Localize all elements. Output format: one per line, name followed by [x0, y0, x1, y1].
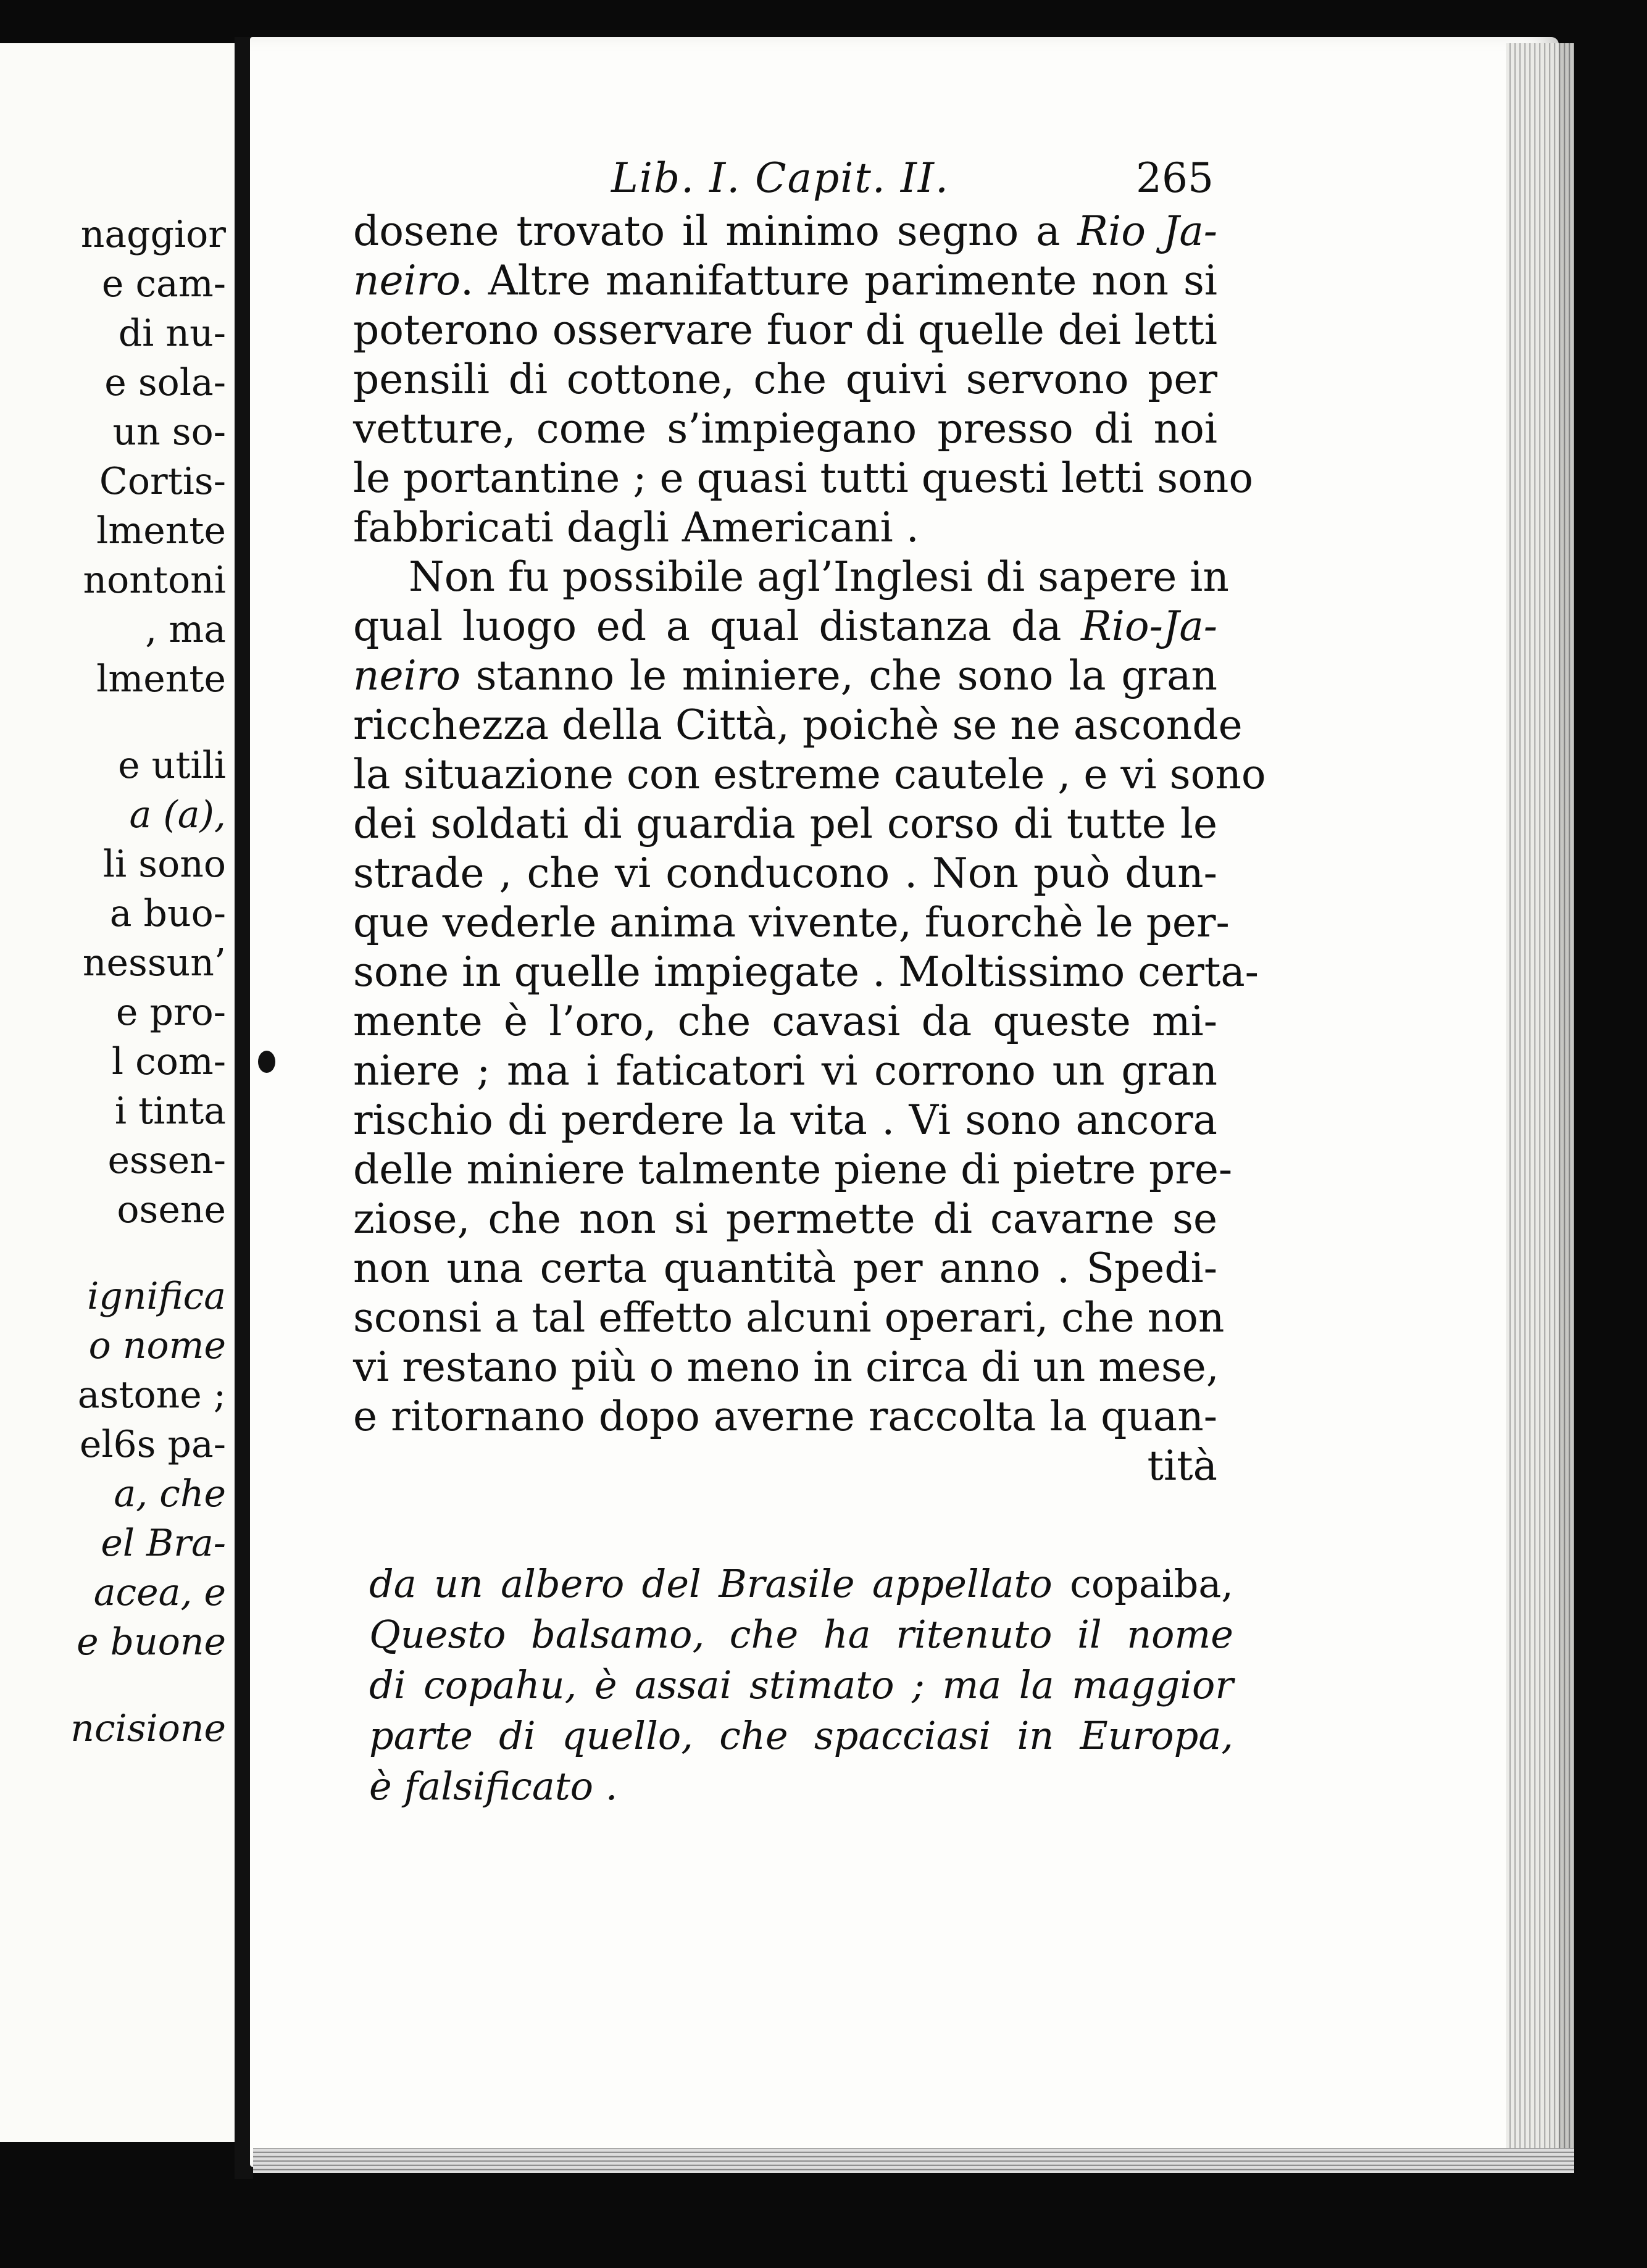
text-run: rischio di perdere la vita . Vi sono ancora [353, 1096, 1217, 1144]
text-run: Rio-Ja- [1081, 602, 1217, 650]
left-page-fragment: di nu- [118, 312, 226, 355]
text-run: qual luogo ed a qual distanza da [353, 602, 1082, 650]
text-line [353, 207, 1217, 256]
left-page-fragment: ignifica [87, 1275, 226, 1318]
footnote-line [369, 1711, 1233, 1761]
text-run: sconsi a tal effetto alcuni operari, che non [353, 1294, 1225, 1341]
left-page-fragment: lmente [96, 509, 226, 552]
footnote-line [369, 1761, 1233, 1812]
left-page-fragment: a (a), [129, 793, 226, 836]
footnote-line [369, 1660, 1233, 1711]
page-number: 265 [1136, 154, 1214, 202]
text-run: ziose, che non si permette di cavarne se [353, 1195, 1217, 1243]
left-page-fragment: a buo- [109, 892, 226, 935]
text-line [353, 1343, 1217, 1392]
left-page [0, 43, 238, 2142]
left-page-fragment: o nome [88, 1324, 226, 1367]
left-page-fragment: l com- [111, 1040, 226, 1083]
text-line [353, 849, 1217, 898]
text-run: vi restano più o meno in circa di un mese, [353, 1343, 1219, 1391]
text-line [353, 1392, 1217, 1441]
text-line [353, 256, 1217, 306]
footnote [369, 1559, 1233, 1812]
text-line [353, 503, 1217, 552]
text-run: pensili di cottone, che quivi servono per [353, 356, 1217, 403]
text-run: da un albero del Brasile appellato [369, 1561, 1070, 1606]
left-page-fragment: , ma [145, 608, 226, 651]
text-run: fabbricati dagli Americani . [353, 504, 919, 551]
text-line [353, 701, 1243, 750]
left-page-fragment: ncisione [70, 1707, 226, 1750]
text-line [353, 750, 1266, 799]
left-page-fragment: e cam- [101, 262, 226, 306]
text-run: neiro [353, 652, 461, 699]
left-page-fragment: el6s pa- [79, 1423, 226, 1466]
text-run: . Altre manifatture parimente non si [460, 257, 1217, 304]
bottom-page-edges [253, 2148, 1574, 2173]
text-line [353, 552, 1229, 602]
text-run: dei soldati di guardia pel corso di tutte le [353, 800, 1217, 848]
left-page-fragment: e pro- [115, 991, 226, 1034]
text-run: strade , che vi conducono . Non può dun- [353, 849, 1217, 897]
text-run: que vederle anima vivente, fuorchè le per- [353, 899, 1230, 946]
page-edges [1506, 43, 1574, 2161]
left-page-fragment: nessun’ [82, 941, 226, 985]
text-line [353, 1293, 1225, 1343]
left-page-fragment: li sono [102, 843, 226, 886]
left-page-fragment: e buone [77, 1620, 226, 1664]
text-run: parte di quello, che spacciasi in Europa, [369, 1713, 1233, 1758]
left-page-fragment: naggior [80, 213, 226, 256]
text-line [353, 651, 1217, 701]
text-line [353, 404, 1217, 454]
text-line [353, 355, 1217, 404]
text-run: vetture, come s’impiegano presso di noi [353, 405, 1217, 452]
text-run: sone in quelle impiegate . Moltissimo certa- [353, 948, 1259, 996]
text-run: ricchezza della Città, poichè se ne asconde [353, 701, 1243, 749]
text-run: stanno le miniere, che sono la gran [460, 652, 1217, 699]
text-line [353, 1096, 1217, 1145]
left-page-fragment: a, che [114, 1472, 226, 1515]
text-line [353, 306, 1217, 355]
text-line [353, 799, 1217, 849]
left-page-fragment: un so- [112, 411, 226, 454]
text-run: Non fu possibile agl’Inglesi di sapere in [409, 553, 1229, 601]
text-run: delle miniere talmente piene di pietre pre- [353, 1146, 1233, 1193]
left-page-fragment: nontoni [83, 559, 226, 602]
text-line [353, 602, 1217, 651]
text-run: non una certa quantità per anno . Spedi- [353, 1244, 1217, 1292]
text-line [353, 1244, 1217, 1293]
text-line [353, 1194, 1217, 1244]
text-run: di copahu, è assai stimato ; ma la maggior [369, 1662, 1233, 1707]
left-page-fragment: acea, e [93, 1571, 226, 1614]
running-head: Lib. I. Capit. II. [611, 154, 949, 202]
left-page-fragment: e utili [118, 744, 226, 787]
left-page-fragment: lmente [96, 657, 226, 701]
text-run: poterono osservare fuor di quelle dei letti [353, 306, 1217, 354]
text-run: copaiba, [1070, 1561, 1233, 1606]
left-page-fragment: osene [117, 1188, 226, 1232]
footnote-line [369, 1559, 1233, 1609]
text-line [353, 1145, 1233, 1194]
binding-hole [258, 1051, 275, 1073]
text-run: dosene trovato il minimo segno a [353, 207, 1078, 255]
text-run: neiro [353, 257, 461, 304]
left-page-fragment: e sola- [104, 361, 226, 404]
text-run: mente è l’oro, che cavasi da queste mi- [353, 998, 1217, 1045]
left-page-fragment: astone ; [77, 1374, 226, 1417]
text-line [353, 454, 1254, 503]
left-page-fragment: Cortis- [99, 460, 226, 503]
text-run: la situazione con estreme cautele , e vi sono [353, 751, 1266, 798]
left-page-fragment: el Bra- [101, 1522, 226, 1565]
left-page-fragment: essen- [107, 1139, 226, 1182]
text-run: le portantine ; e quasi tutti questi letti sono [353, 454, 1254, 502]
text-line [353, 997, 1217, 1046]
text-run: e ritornano dopo averne raccolta la quan- [353, 1393, 1217, 1440]
text-line [353, 1046, 1217, 1096]
main-text [353, 207, 1266, 1491]
catchword: tità [1147, 1442, 1217, 1490]
text-run: è falsificato . [369, 1764, 618, 1809]
left-page-fragment: i tinta [114, 1090, 226, 1133]
text-line [353, 948, 1259, 997]
text-run: Rio Ja- [1077, 207, 1218, 255]
text-line [353, 898, 1230, 948]
footnote-line [369, 1609, 1233, 1660]
text-run: Questo balsamo, che ha ritenuto il nome [369, 1612, 1233, 1657]
text-run: niere ; ma i faticatori vi corrono un gran [353, 1047, 1217, 1094]
